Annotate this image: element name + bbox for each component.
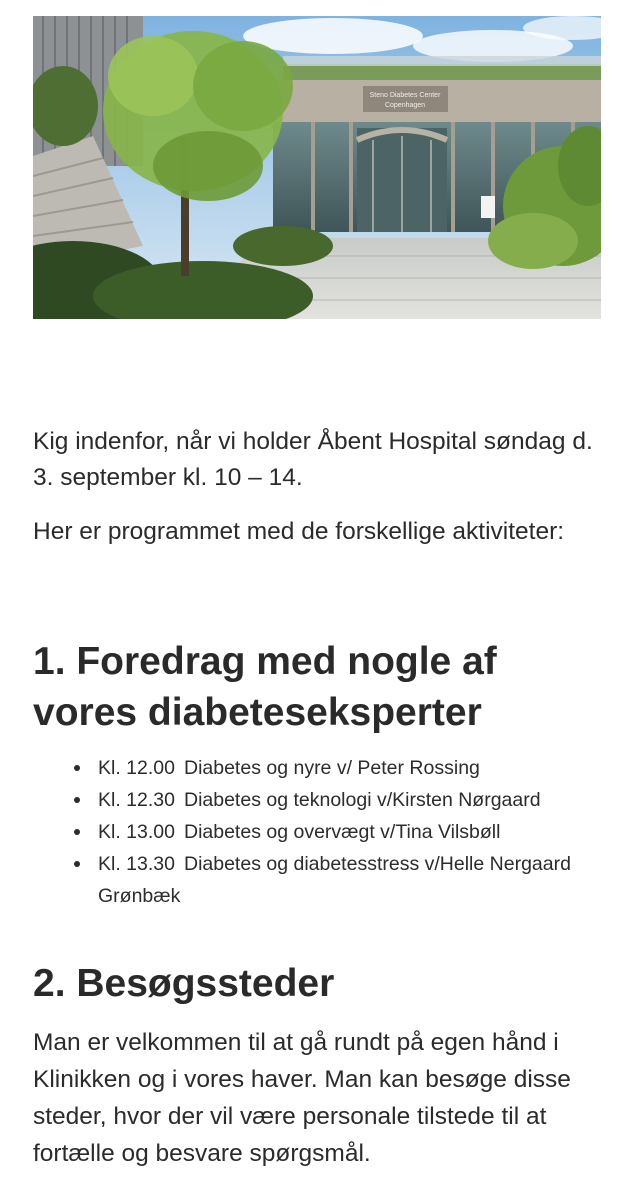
- intro-paragraph-program: Her er programmet med de forskellige aktiviteter:: [33, 518, 565, 545]
- talk-title: Diabetes og diabetesstress v/Helle Nergaard Grønbæk: [98, 853, 571, 907]
- building-sign-line2: Copenhagen: [384, 102, 426, 109]
- talks-heading: 1. Foredrag med nogle af vores diabeteseksperter: [33, 640, 497, 734]
- bullet-icon: [74, 861, 80, 867]
- list-item: [98, 752, 598, 784]
- talk-title: Diabetes og nyre v/ Peter Rossing: [183, 757, 480, 779]
- list-item: [98, 816, 598, 848]
- bullet-icon: [74, 765, 80, 771]
- places-heading: 2. Besøgssteder: [33, 962, 335, 1005]
- list-item: [98, 784, 598, 816]
- bullet-icon: [74, 797, 80, 803]
- building-sign-line1: Steno Diabetes Center: [369, 92, 441, 99]
- places-paragraph: Man er velkommen til at gå rundt på egen hånd i Klinikken og i vores haver. Man kan besøge disse steder, hvor der vil være personale tilstede til at fortælle og besvare spørgsmål.: [33, 1029, 571, 1167]
- list-item: [98, 848, 598, 912]
- talk-time: Kl. 12.00: [98, 757, 175, 779]
- intro-paragraph-open-hospital: Kig indenfor, når vi holder Åbent Hospital søndag d. 3. september kl. 10 – 14.: [33, 428, 593, 491]
- hero-image: [33, 16, 601, 319]
- talk-title: Diabetes og teknologi v/Kirsten Nørgaard: [183, 789, 541, 811]
- intro: [33, 424, 608, 568]
- talk-time: Kl. 12.30: [98, 789, 175, 811]
- talk-time: Kl. 13.00: [98, 821, 175, 843]
- talk-time: Kl. 13.30: [98, 853, 175, 875]
- bullet-icon: [74, 829, 80, 835]
- talk-title: Diabetes og overvægt v/Tina Vilsbøll: [183, 821, 501, 843]
- talks-list: [98, 752, 598, 912]
